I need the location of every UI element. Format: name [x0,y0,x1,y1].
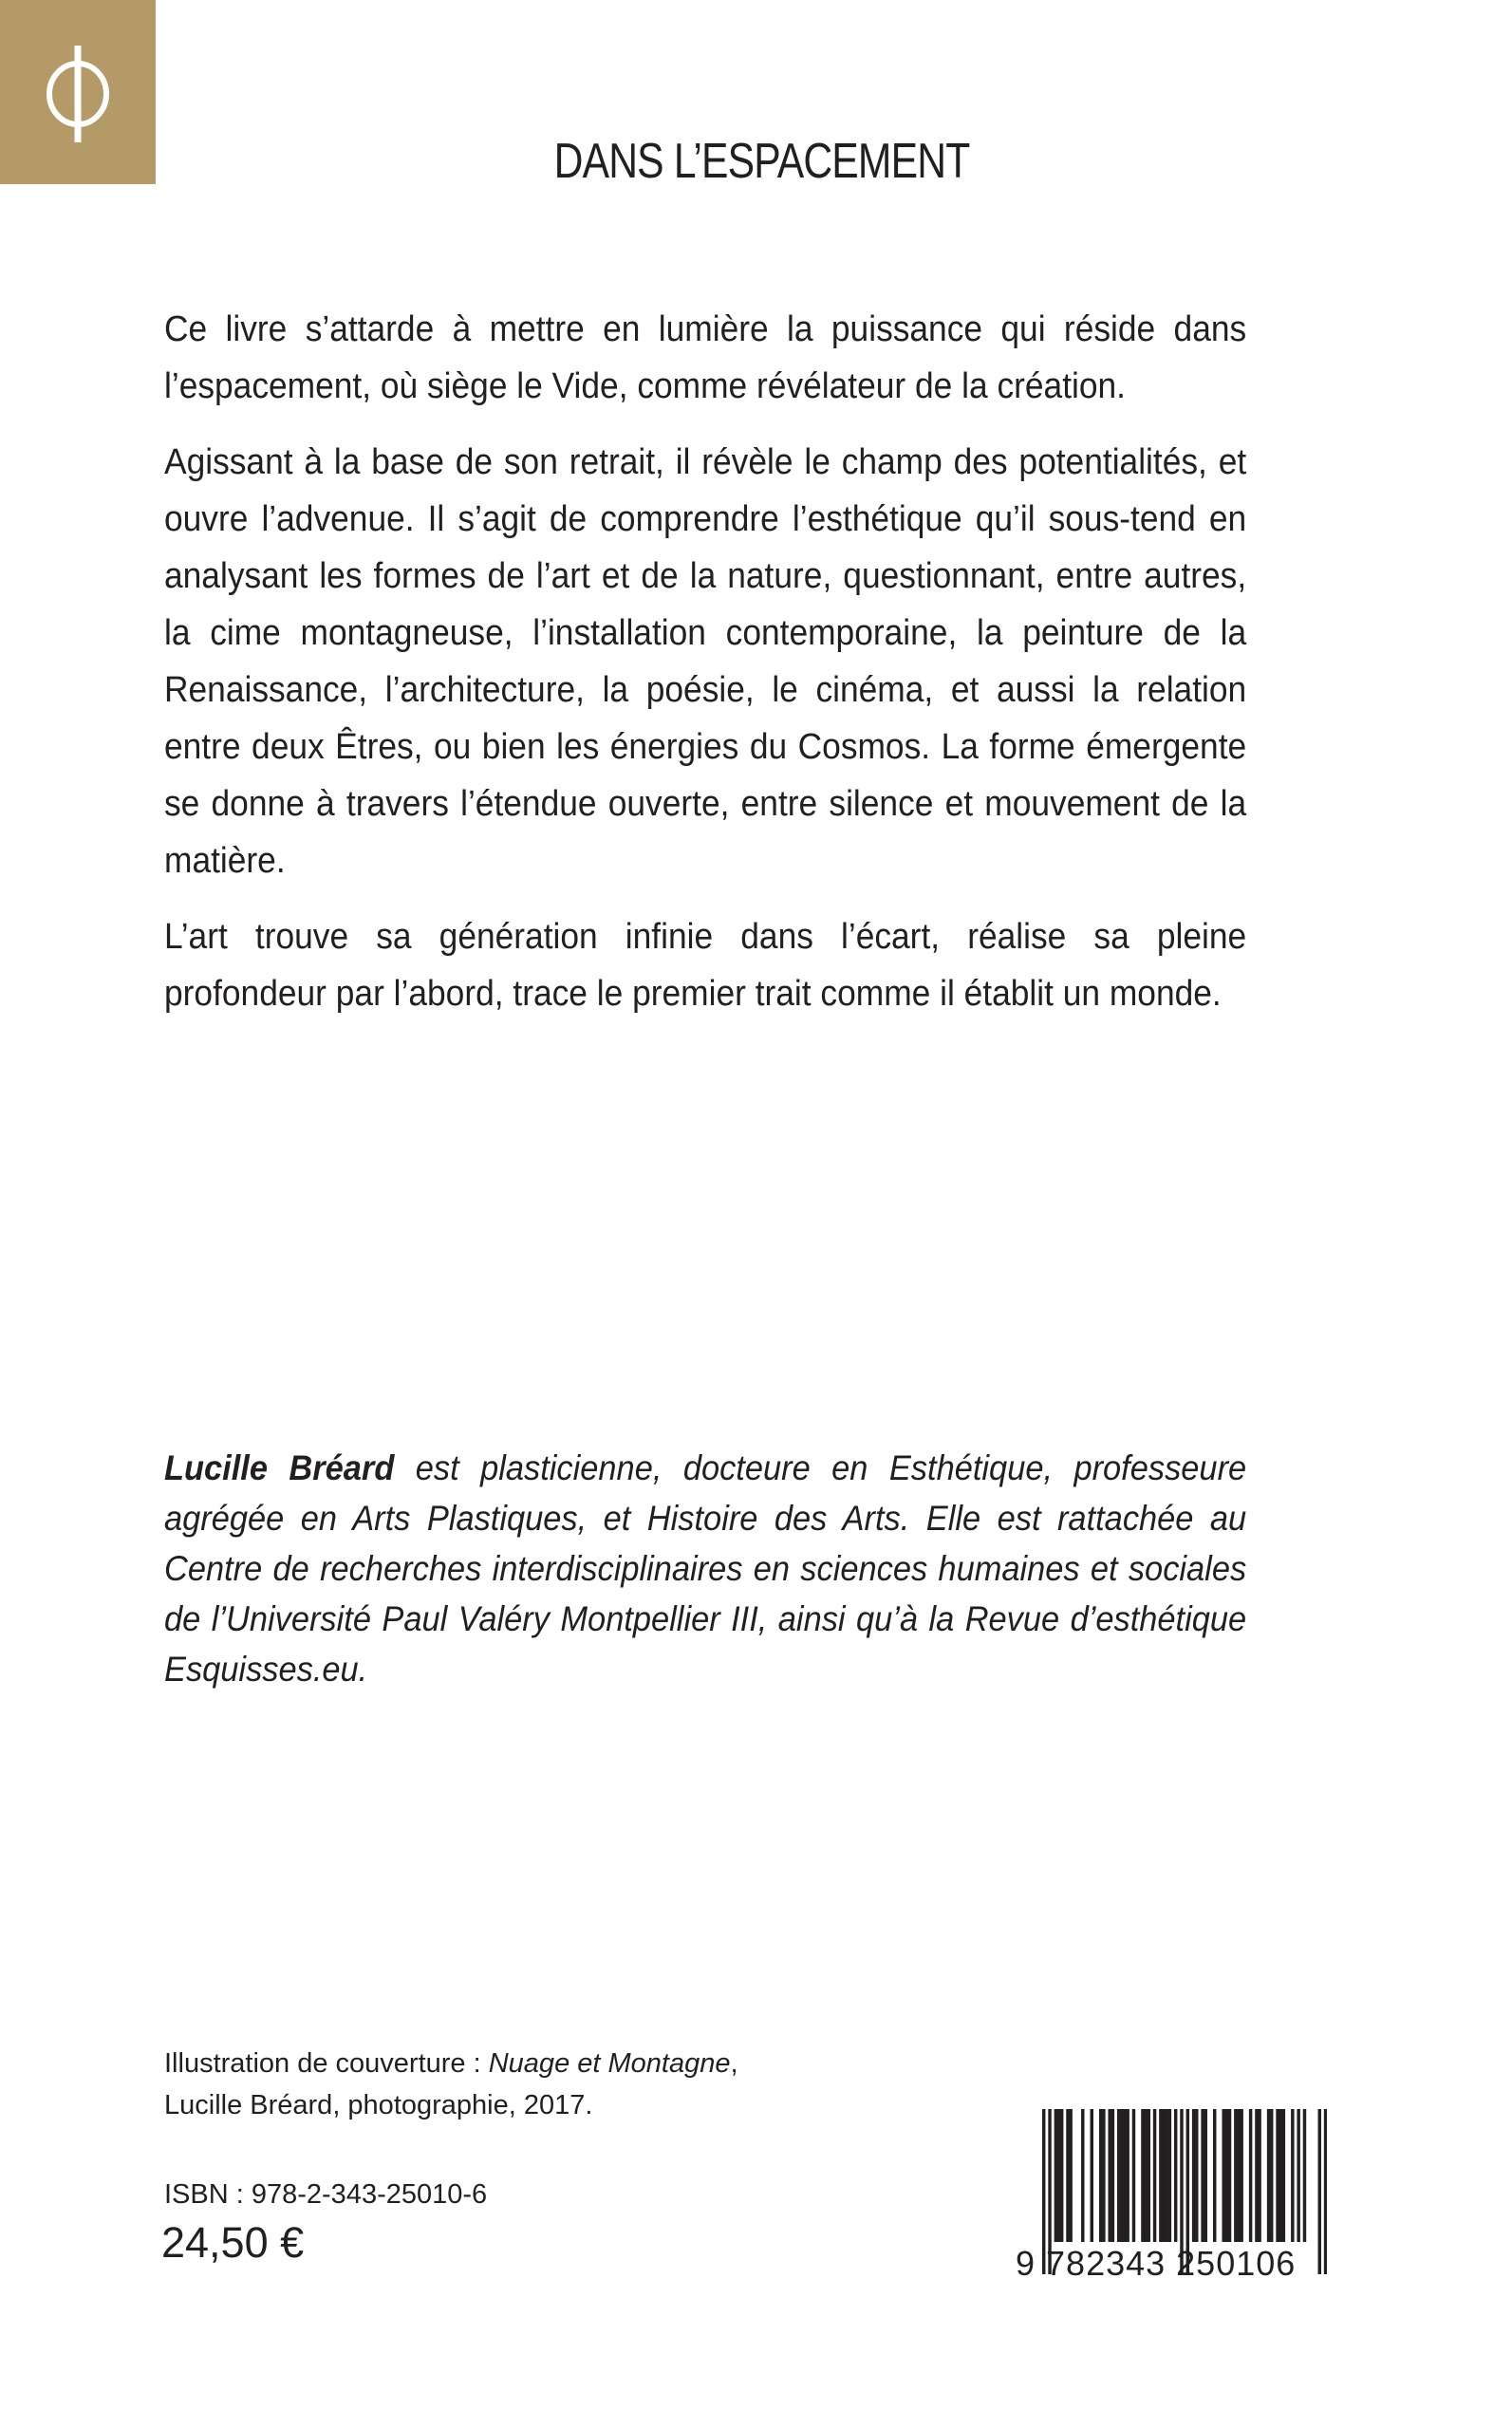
barcode-bar [1267,2109,1270,2242]
barcode-bar [1123,2109,1126,2242]
barcode-bar [1126,2109,1129,2242]
barcode-bar [1237,2109,1240,2242]
barcode-bar [1057,2109,1060,2242]
barcode-bar [1081,2109,1084,2242]
barcode-bar [1225,2109,1228,2242]
credit-line2: Lucille Bréard, photographie, 2017. [164,2090,593,2120]
credit-work-title: Nuage et Montagne [488,2048,731,2079]
barcode-bar [1240,2109,1242,2242]
barcode-bar [1111,2109,1114,2242]
barcode-bar [1120,2109,1123,2242]
barcode-bar [1132,2109,1135,2242]
book-blurb [164,301,1246,1041]
barcode-bar [1282,2109,1285,2242]
price: 24,50 € [161,2218,305,2267]
barcode-bar [1222,2109,1224,2242]
barcode-bar [1234,2109,1237,2242]
barcode-bar [1117,2109,1120,2242]
author-name: Lucille Bréard [164,1448,395,1487]
isbn: ISBN : 978-2-343-25010-6 [164,2179,488,2210]
barcode-bar [1258,2109,1260,2242]
barcode-digits: 9 782343 250106 [1016,2244,1297,2283]
barcode-bar [1303,2109,1306,2242]
barcode-bar [1279,2109,1281,2242]
barcode-bar [1174,2109,1177,2242]
illustration-credit [164,2043,738,2126]
barcode-bar [1091,2109,1093,2242]
barcode-bar [1099,2109,1102,2242]
blurb-paragraph: Agissant à la base de son retrait, il révèle le champ des potentialités, et ouvre l’advenue. Il s’agit de comprendre l’esthétique qu’il sous-tend en analysant les formes de l’art et de la nature, questionnant, entre autres, la cime montagneuse, l’installation contemporaine, la peinture de la Renaissance, l’architecture, la poésie, le cinéma, et aussi la relation entre deux Êtres, ou bien les énergies du Cosmos. La forme émergente se donne à travers l’étendue ouverte, entre silence et mouvement de la matière. [164,442,1247,881]
book-title: DANS L’ESPACEMENT [553,134,970,189]
barcode-bar [1055,2109,1057,2242]
credit-suffix: , [730,2048,738,2079]
author-bio [164,1443,1246,1694]
barcode-bar [1249,2109,1252,2242]
phi-symbol-icon [40,42,116,146]
barcode-bar [1204,2109,1207,2242]
barcode-bar [1192,2109,1195,2242]
barcode-bar [1168,2109,1171,2242]
barcode-bar [1195,2109,1198,2242]
barcode-bar [1148,2109,1150,2242]
blurb-paragraph: Ce livre s’attarde à mettre en lumière la puissance qui réside dans l’espacement, où siège le Vide, comme révélateur de la création. [164,309,1247,406]
barcode-bar [1201,2109,1204,2242]
barcode-bar [1165,2109,1167,2242]
barcode-bar [1153,2109,1156,2242]
publisher-logo [0,0,156,184]
barcode-bar [1144,2109,1147,2242]
barcode-bar [1102,2109,1105,2242]
barcode-bar [1141,2109,1144,2242]
credit-prefix: Illustration de couverture : [164,2048,489,2079]
barcode-bar [1066,2109,1069,2242]
barcode-bar [1159,2109,1162,2242]
barcode-bar [1291,2109,1294,2242]
barcode-bar [1276,2109,1279,2242]
barcode-bar [1255,2109,1258,2242]
barcode-bar [1108,2109,1111,2242]
barcode-bar [1069,2109,1072,2242]
barcode-bar [1270,2109,1273,2242]
blurb-paragraph: L’art trouve sa génération infinie dans l’écart, réalise sa pleine profondeur par l’abord, trace le premier trait comme il établit un monde. [164,917,1247,1014]
barcode-bar [1213,2109,1216,2242]
barcode-bar [1162,2109,1165,2242]
barcode-bar [1060,2109,1063,2242]
barcode-bar [1297,2109,1299,2242]
barcode-bar [1228,2109,1231,2242]
author-bio-text: est plasticienne, docteure en Esthétique, professeure agrégée en Arts Plastiques, et Histoire des Arts. Elle est rattachée au Centre de recherches interdisciplinaires en sciences humaines et sociales de l’Université Paul Valéry Montpellier III, ainsi qu’à la Revue d’esthétique Esquisses.eu. [164,1448,1247,1689]
